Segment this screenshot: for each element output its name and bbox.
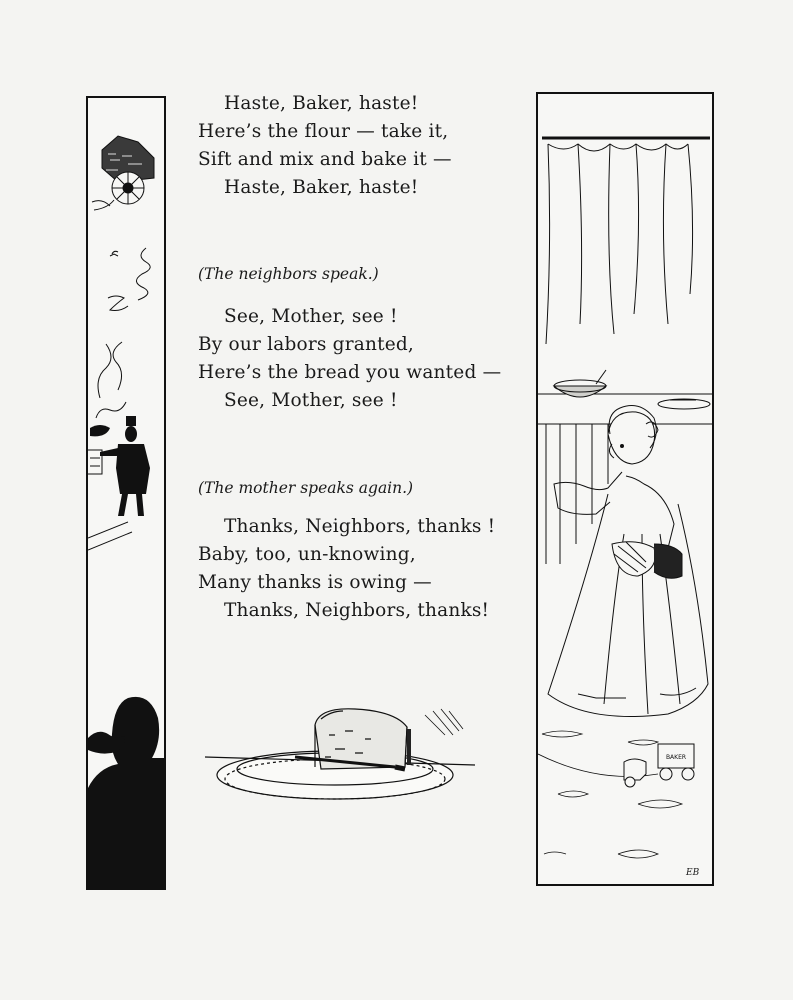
verse-one [198,90,528,202]
stage-direction: (The neighbors speak.) [198,265,379,283]
poem-line: Haste, Baker, haste! [224,177,419,198]
poem-line: See, Mother, see ! [224,390,398,411]
poem-line: By our labors granted, [198,334,414,355]
poem-line: Here’s the bread you wanted — [198,362,502,383]
eating-figure-silhouette [88,697,164,888]
poem-line: Haste, Baker, haste! [224,93,419,114]
artist-monogram: EB [686,868,700,878]
right-illustration-panel [536,92,714,886]
poem-line: Thanks, Neighbors, thanks! [224,600,490,621]
verse-two [198,303,528,415]
poem-line: Many thanks is owing — [198,572,432,593]
stage-direction: (The mother speaks again.) [198,479,414,497]
verse-three [198,513,528,625]
bread-loaf-illustration [205,695,505,815]
mill-icon [92,136,154,210]
mill-and-baker-illustration [88,98,164,888]
wagon-sign-text: BAKER [665,754,687,761]
poem-line: Here’s the flour — take it, [198,121,449,142]
poem-line: Sift and mix and bake it — [198,149,452,170]
poem-line: Thanks, Neighbors, thanks ! [224,516,496,537]
poem-line: See, Mother, see ! [224,306,398,327]
girl-figure [548,406,708,717]
toy-baker-wagon-icon [624,744,694,787]
girl-with-bread-illustration [538,94,712,884]
poem-line: Baby, too, un-knowing, [198,544,416,565]
left-illustration-panel [86,96,166,890]
